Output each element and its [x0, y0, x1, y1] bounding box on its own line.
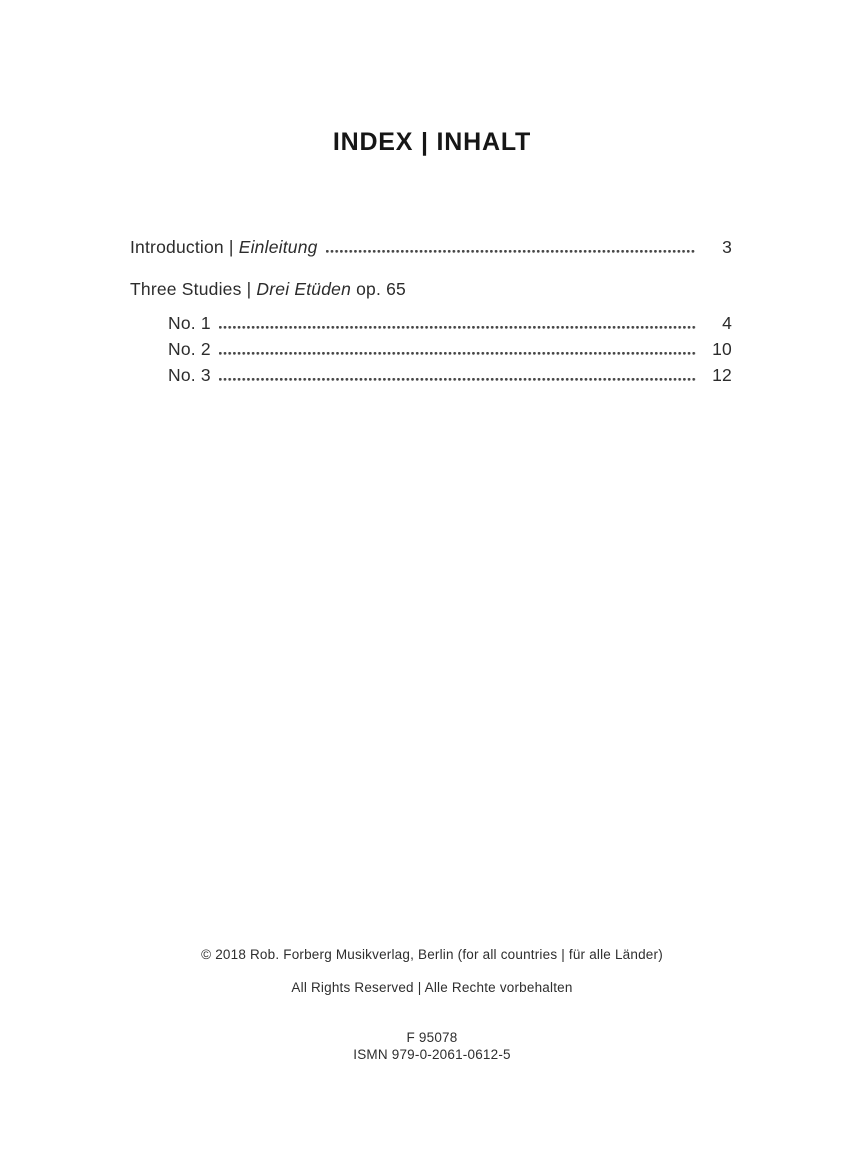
toc-label-introduction [130, 234, 318, 260]
toc-entry-no-3 [130, 362, 732, 388]
toc-entry-introduction [130, 234, 732, 260]
page-number: 12 [712, 365, 732, 385]
page-number: 3 [722, 237, 732, 257]
ismn-number: ISMN 979-0-2061-0612-5 [353, 1046, 511, 1062]
toc-section-german: Drei Etüden [256, 279, 352, 299]
dotted-leader [219, 336, 696, 362]
copyright-line: © 2018 Rob. Forberg Musikverlag, Berlin (for all countries | für alle Länder) [201, 947, 663, 962]
page-number: 4 [722, 313, 732, 333]
toc-entry-no-2 [130, 336, 732, 362]
toc-section-opus: op. 65 [351, 279, 406, 299]
plate-and-ismn-block [0, 1030, 864, 1063]
table-of-contents [130, 234, 732, 388]
rights-reserved-line: All Rights Reserved | Alle Rechte vorbehalten [291, 980, 573, 995]
toc-section-english: Three Studies | [130, 279, 257, 299]
dotted-leader [219, 310, 696, 336]
toc-label-german: Einleitung [238, 237, 318, 257]
toc-entry-label: No. 2 [168, 339, 211, 359]
page-title: INDEX | INHALT [332, 128, 532, 156]
toc-section-heading [130, 276, 732, 302]
toc-entry-label: No. 3 [168, 365, 211, 385]
dotted-leader [219, 362, 696, 388]
dotted-leader [326, 234, 696, 260]
toc-section-label [130, 276, 406, 302]
toc-label-english: Introduction | [130, 237, 239, 257]
plate-number: F 95078 [406, 1030, 458, 1045]
toc-entry-no-1 [130, 310, 732, 336]
page-number: 10 [712, 339, 732, 359]
toc-entry-label: No. 1 [168, 313, 211, 333]
